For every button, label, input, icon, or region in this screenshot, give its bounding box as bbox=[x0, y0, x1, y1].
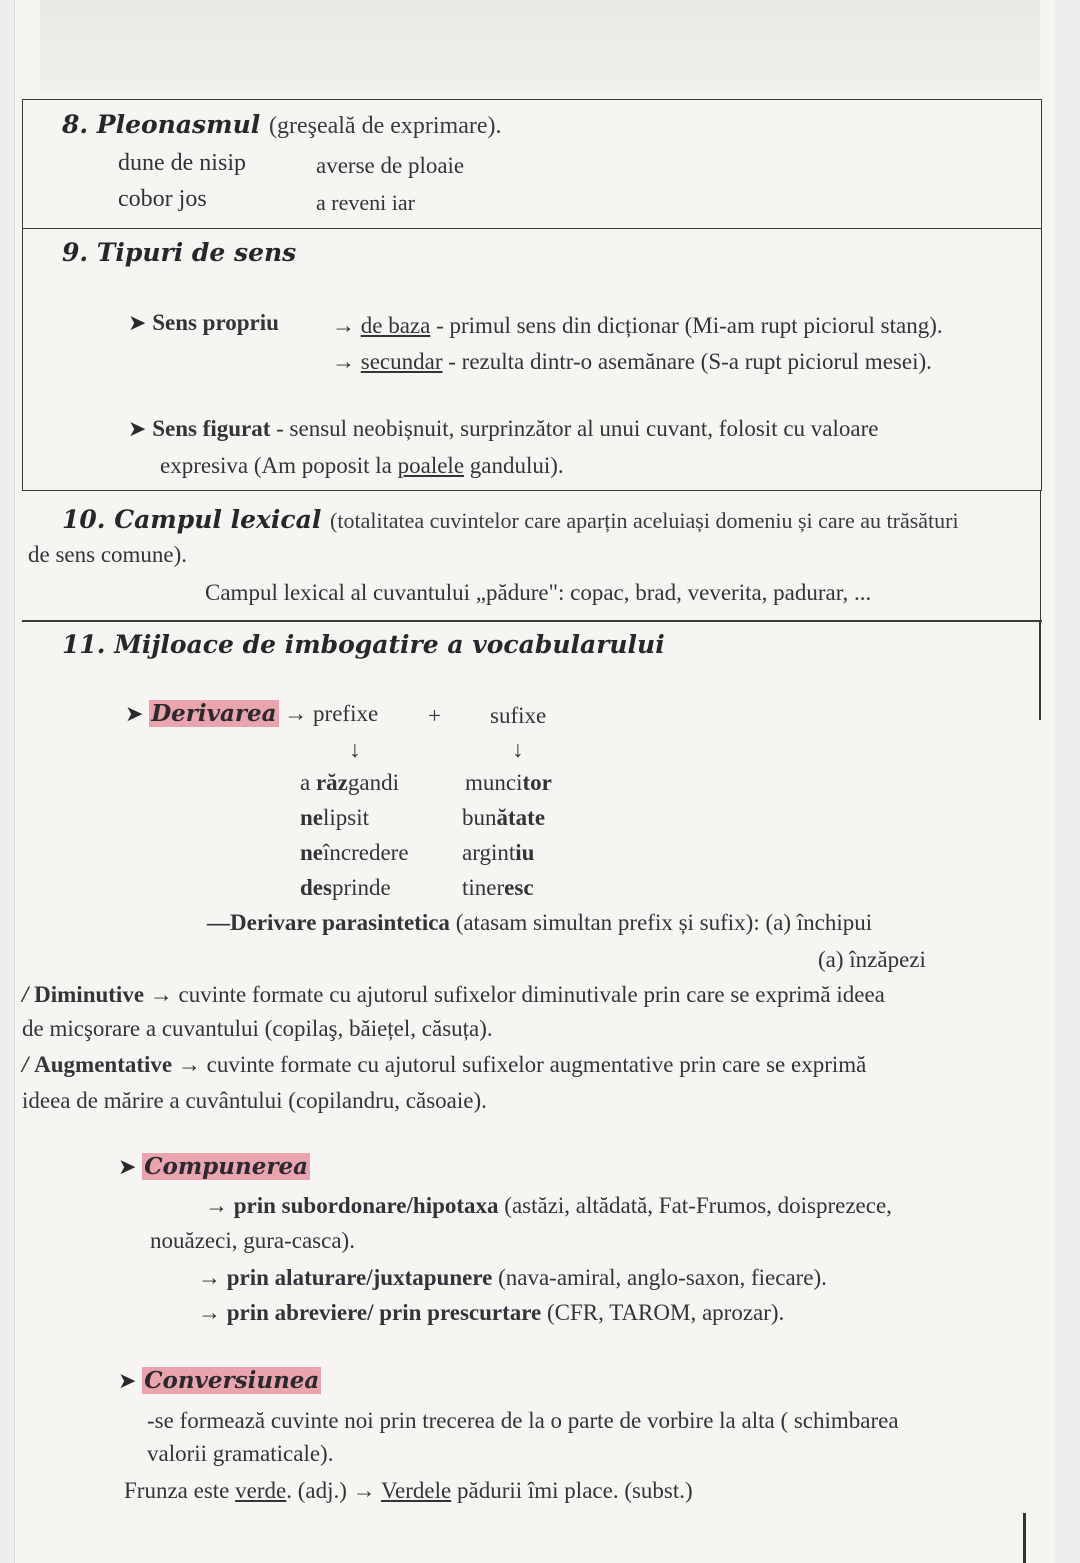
sw2-pre: bun bbox=[462, 805, 497, 830]
parasintetica-row bbox=[207, 910, 872, 936]
comp2-text: (nava-amiral, anglo-saxon, fiecare). bbox=[498, 1265, 827, 1290]
sens-propriu-item-1 bbox=[332, 313, 943, 339]
propriu-term-1: de baza bbox=[360, 313, 431, 338]
sw2-bold: ătate bbox=[496, 805, 546, 830]
derivarea-label: Derivarea bbox=[151, 700, 277, 727]
prefix-word-4 bbox=[300, 875, 391, 901]
compunerea-label: Compunerea bbox=[144, 1153, 308, 1180]
down-arrow-icon: ↓ bbox=[512, 737, 524, 762]
example-1b: averse de ploaie bbox=[316, 153, 465, 178]
parasint-text-2: (a) înzăpezi bbox=[818, 947, 926, 972]
section-9-title: 9. Tipuri de sens bbox=[62, 238, 297, 267]
bullet-arrow-icon: ➤ bbox=[125, 701, 144, 726]
sens-figurat-row bbox=[128, 416, 878, 442]
pw1-post: gandi bbox=[347, 770, 399, 795]
conv-ex-c: pădurii îmi place. (subst.) bbox=[456, 1478, 693, 1503]
plus-sign: + bbox=[428, 703, 441, 728]
right-arrow-icon: → bbox=[149, 982, 173, 1007]
pw3-post: încredere bbox=[323, 840, 409, 865]
page-edge-mark bbox=[1023, 1513, 1026, 1563]
section-10-note: (totalitatea cuvintelor care aparțin aceluiași domeniu și care au trăsături bbox=[330, 508, 959, 533]
prefix-word-2 bbox=[300, 805, 369, 831]
suffix-word-2 bbox=[462, 805, 545, 831]
compunerea-item-3 bbox=[198, 1300, 784, 1326]
conversiunea-example bbox=[124, 1478, 693, 1504]
sens-propriu-item-2 bbox=[332, 349, 932, 375]
conversiunea-row bbox=[118, 1367, 321, 1394]
comp1-text: (astăzi, altădată, Fat-Frumos, doisprezece, bbox=[504, 1193, 892, 1218]
diminutive-text-2: de micşorare a cuvantului (copilaş, băiețel, căsuța). bbox=[22, 1016, 493, 1041]
section-8-title: 8. Pleonasmul bbox=[62, 110, 261, 139]
propriu-rest-2: - rezulta dintr-o asemănare (S-a rupt piciorul mesei). bbox=[448, 349, 932, 374]
sw3-pre: argint bbox=[462, 840, 516, 865]
comp3-label: prin abreviere/ prin prescurtare bbox=[226, 1300, 542, 1325]
compunerea-item-1 bbox=[205, 1193, 892, 1219]
section-10-title: 10. Campul lexical bbox=[62, 505, 322, 534]
pw3-bold: ne bbox=[300, 840, 323, 865]
figurat-text-a: expresiva (Am poposit la bbox=[160, 453, 392, 478]
derivarea-row bbox=[125, 700, 378, 727]
sw4-bold: esc bbox=[504, 875, 534, 900]
comp3-text: (CFR, TAROM, aprozar). bbox=[547, 1300, 785, 1325]
diminutive-row bbox=[22, 982, 885, 1008]
prefix-word-3 bbox=[300, 840, 409, 866]
sens-figurat-label: Sens figurat bbox=[152, 416, 271, 441]
augmentative-text-2: ideea de mărire a cuvântului (copilandru, căsoaie). bbox=[22, 1088, 487, 1113]
propriu-rest-1: - primul sens din dicționar (Mi-am rupt piciorul stang). bbox=[436, 313, 943, 338]
sufixe-label: sufixe bbox=[490, 703, 547, 728]
slash-mark-icon: / bbox=[22, 982, 29, 1007]
parasint-label: —Derivare parasintetica bbox=[207, 910, 450, 935]
faded-previous-page-area bbox=[40, 0, 1040, 95]
bullet-arrow-icon: ➤ bbox=[118, 1368, 137, 1393]
section-8-heading bbox=[62, 110, 502, 140]
right-arrow-icon: → bbox=[198, 1300, 221, 1325]
section-10-note-line2: de sens comune). bbox=[28, 542, 188, 567]
compunerea-item-1-line2: nouăzeci, gura-casca). bbox=[150, 1228, 355, 1253]
prefixe-label: prefixe bbox=[313, 701, 379, 726]
sens-propriu-label: Sens propriu bbox=[152, 310, 279, 335]
section-10-heading bbox=[62, 505, 959, 534]
conversiunea-label: Conversiunea bbox=[144, 1367, 320, 1394]
right-arrow-icon: → bbox=[332, 313, 355, 338]
pw4-post: prinde bbox=[331, 875, 391, 900]
compunerea-row bbox=[118, 1153, 310, 1180]
pw4-bold: des bbox=[300, 875, 332, 900]
conv-ex-a: Frunza este bbox=[124, 1478, 230, 1503]
example-2b: a reveni iar bbox=[316, 190, 415, 215]
sens-figurat-line2 bbox=[160, 453, 564, 479]
down-arrow-icon: ↓ bbox=[349, 737, 361, 762]
pw1-bold: răz bbox=[315, 770, 348, 795]
compunerea-item-2 bbox=[198, 1265, 827, 1291]
comp2-label: prin alaturare/juxtapunere bbox=[226, 1265, 493, 1290]
pw2-bold: ne bbox=[300, 805, 323, 830]
bullet-arrow-icon: ➤ bbox=[118, 1154, 137, 1179]
conversiunea-text: -se formează cuvinte noi prin trecerea de la o parte de vorbire la alta ( schimbarea bbox=[147, 1408, 899, 1433]
prefix-word-1 bbox=[300, 770, 399, 796]
right-arrow-icon: → bbox=[177, 1052, 201, 1077]
pw1-pre: a bbox=[300, 770, 316, 795]
conv-ex-verde: verde bbox=[235, 1478, 287, 1503]
figurat-text-b: gandului). bbox=[469, 453, 564, 478]
right-arrow-icon: → bbox=[198, 1265, 221, 1290]
example-1a: dune de nisip bbox=[118, 150, 246, 176]
bullet-arrow-icon: ➤ bbox=[128, 310, 147, 335]
comp1-label: prin subordonare/hipotaxa bbox=[233, 1193, 499, 1218]
right-arrow-icon: → bbox=[284, 701, 308, 726]
sw3-bold: iu bbox=[515, 840, 535, 865]
sens-figurat-text: - sensul neobișnuit, surprinzător al unui cuvant, folosit cu valoare bbox=[276, 416, 879, 441]
bullet-arrow-icon: ➤ bbox=[128, 416, 147, 441]
augmentative-text: cuvinte formate cu ajutorul sufixelor augmentative prin care se exprimă bbox=[206, 1052, 867, 1077]
conv-ex-b: . (adj.) → bbox=[286, 1478, 376, 1503]
suffix-word-1 bbox=[465, 770, 552, 796]
parasint-text: (atasam simultan prefix și sufix): (a) închipui bbox=[455, 910, 873, 935]
conv-ex-verdele: Verdele bbox=[380, 1478, 452, 1503]
section-8-note: (greşeală de exprimare). bbox=[268, 113, 502, 139]
section-10-example: Campul lexical al cuvantului „pădure": copac, brad, veverita, padurar, ... bbox=[205, 580, 872, 605]
conversiunea-text-2: valorii gramaticale). bbox=[147, 1441, 334, 1466]
right-arrow-icon: → bbox=[205, 1193, 228, 1218]
suffix-word-3 bbox=[462, 840, 534, 866]
section-11-title: 11. Mijloace de imbogatire a vocabularului bbox=[62, 630, 665, 659]
augmentative-row bbox=[22, 1052, 866, 1078]
sw4-pre: tiner bbox=[462, 875, 505, 900]
suffix-word-4 bbox=[462, 875, 534, 901]
sw1-pre: munci bbox=[465, 770, 523, 795]
section-10-bottom-line bbox=[22, 620, 1042, 622]
slash-mark-icon: / bbox=[22, 1052, 29, 1077]
pw2-post: lipsit bbox=[323, 805, 370, 830]
diminutive-label: Diminutive bbox=[34, 982, 145, 1007]
sens-propriu-row bbox=[128, 310, 279, 336]
sw1-bold: tor bbox=[522, 770, 552, 795]
right-arrow-icon: → bbox=[332, 349, 355, 374]
propriu-term-2: secundar bbox=[360, 349, 443, 374]
augmentative-label: Augmentative bbox=[34, 1052, 173, 1077]
diminutive-text: cuvinte formate cu ajutorul sufixelor diminutivale prin care se exprimă ideea bbox=[178, 982, 885, 1007]
section-11-right-border bbox=[1039, 620, 1041, 720]
figurat-underlined: poalele bbox=[397, 453, 465, 478]
example-2a: cobor jos bbox=[118, 186, 207, 212]
